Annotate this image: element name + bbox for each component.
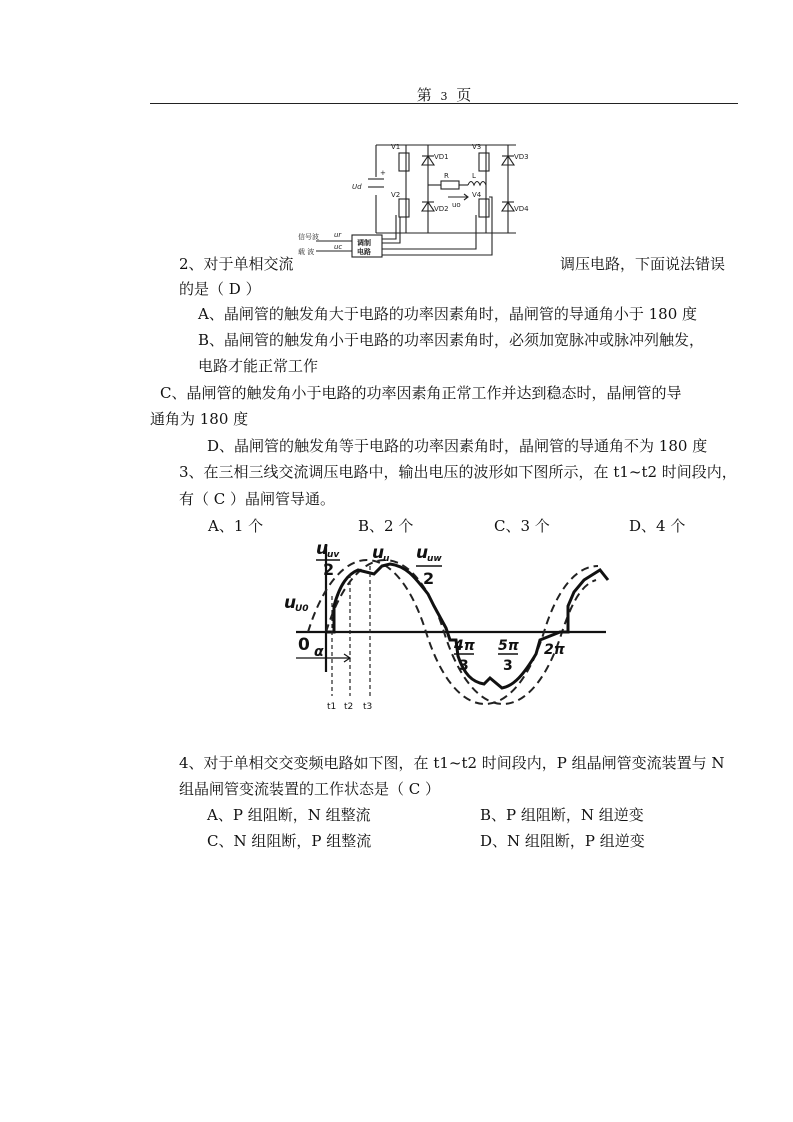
label-r: R — [444, 172, 449, 180]
label-uu-sub: u — [383, 554, 390, 564]
label-t2: t2 — [344, 702, 354, 712]
q2-option-b-line2: 电路才能正常工作 — [198, 357, 319, 375]
label-t1: t1 — [327, 702, 337, 712]
label-uu: u — [372, 543, 385, 563]
label-zero: 0 — [298, 635, 310, 655]
label-uc: uc — [334, 243, 343, 251]
q2-option-c-line1: C、晶闸管的触发角小于电路的功率因素角正常工作并达到稳态时，晶闸管的导 — [160, 384, 682, 402]
label-2pi: 2π — [544, 642, 565, 658]
label-t3: t3 — [363, 702, 373, 712]
label-5pi: 5π — [498, 638, 519, 654]
label-uuv: u — [316, 539, 329, 559]
label-modulator-1: 调制 — [357, 239, 371, 247]
label-ud: Ud — [352, 183, 362, 191]
label-modulator-2: 电路 — [357, 248, 371, 256]
q3-option-a: A、1 个 — [208, 517, 264, 535]
label-v4: V4 — [472, 191, 482, 199]
q2-option-b-line1: B、晶闸管的触发角小于电路的功率因素角时，必须加宽脉冲或脉冲列触发， — [198, 331, 705, 349]
q2-option-a: A、晶闸管的触发角大于电路的功率因素角时，晶闸管的导通角小于 180 度 — [198, 305, 698, 323]
q2-option-d: D、晶闸管的触发角等于电路的功率因素角时，晶闸管的导通角不为 180 度 — [207, 437, 708, 455]
label-4pi: 4π — [454, 638, 475, 654]
label-5pi-den: 3 — [503, 658, 513, 674]
page-label-prefix: 第 — [416, 86, 432, 104]
label-alpha: α — [314, 644, 324, 660]
q2-line2: 的是（ D ） — [179, 280, 261, 298]
label-uuo: u — [284, 593, 297, 613]
label-two-1: 2 — [323, 560, 335, 579]
label-vd2: VD2 — [434, 205, 449, 213]
label-ur: ur — [334, 231, 342, 239]
label-l: L — [472, 172, 476, 180]
label-vd1: VD1 — [434, 153, 449, 161]
label-uo: uo — [452, 201, 461, 209]
label-plus: + — [380, 169, 386, 177]
q3-line2: 有（ C ）晶闸管导通。 — [179, 490, 336, 508]
q3-option-b: B、2 个 — [358, 517, 414, 535]
q4-option-b: B、P 组阻断，N 组逆变 — [480, 806, 644, 824]
circuit-diagram — [296, 137, 558, 270]
label-uuw-sub: uw — [427, 554, 442, 564]
label-v1: V1 — [391, 143, 401, 151]
q3-option-d: D、4 个 — [629, 517, 686, 535]
label-v3: V3 — [472, 143, 482, 151]
q3-line1: 3、在三相三线交流调压电路中，输出电压的波形如下图所示，在 t1~t2 时间段内， — [179, 463, 737, 481]
label-v2: V2 — [391, 191, 401, 199]
label-uuv-sub: uv — [327, 550, 340, 560]
q3-option-c: C、3 个 — [494, 517, 550, 535]
label-vd3: VD3 — [514, 153, 529, 161]
header-rule — [150, 103, 738, 104]
label-carrier: 载 波 — [298, 248, 315, 256]
label-4pi-den: 3 — [459, 658, 469, 674]
page-header — [150, 84, 738, 105]
label-signal: 信号波 — [298, 233, 319, 241]
q2-option-c-line2: 通角为 180 度 — [150, 410, 249, 428]
label-two-2: 2 — [423, 569, 435, 588]
q4-option-d: D、N 组阻断，P 组逆变 — [480, 832, 645, 850]
q4-line2: 组晶闸管变流装置的工作状态是（ C ） — [179, 780, 441, 798]
page-label-suffix: 页 — [456, 86, 472, 104]
label-vd4: VD4 — [514, 205, 529, 213]
label-uuw: u — [416, 543, 429, 563]
page-number: 3 — [440, 90, 448, 103]
waveform-figure — [278, 536, 614, 716]
q2-prefix: 2、对于单相交流 — [179, 255, 294, 273]
q4-line1: 4、对于单相交交变频电路如下图，在 t1~t2 时间段内，P 组晶闸管变流装置与 N — [179, 754, 725, 772]
label-uuo-sub: U0 — [295, 604, 309, 614]
q2-suffix: 调压电路，下面说法错误 — [560, 255, 726, 273]
q4-option-a: A、P 组阻断，N 组整流 — [207, 806, 371, 824]
q4-option-c: C、N 组阻断，P 组整流 — [207, 832, 372, 850]
